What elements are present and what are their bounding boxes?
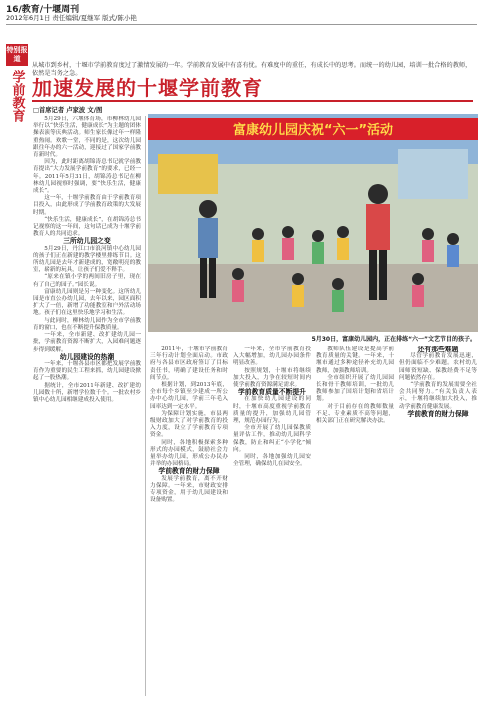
paragraph: 全市组织开展了幼儿园园长和骨干教师培训，一批幼儿教师参加了国培计划和省培计划。: [316, 374, 394, 403]
paragraph: 据统计，全市2011年新建、改扩建幼儿园数十所，新增学位数千个。一批农村乡镇中心幼儿园相继建成投入使用。: [33, 382, 141, 403]
paragraph: 同时，各地加强幼儿园安全管理，确保幼儿在园安全。: [233, 454, 311, 468]
column-2: [150, 346, 228, 696]
photo-banner-text: 富康幼儿园庆祝“六一”活动: [232, 123, 394, 138]
paragraph: 对于目前存在的教师数量不足、专业素质不高等问题，相关部门正在研究解决办法。: [316, 403, 394, 425]
section-sidebar: [6, 44, 28, 164]
paragraph: 5月29日，丹江口市浪河镇中心幼儿园的孩子们正在新建的教学楼里排练节目。这所幼儿园是去年才新建成的，宽敞明亮的教室，崭新的玩具，让孩子们爱不释手。: [33, 245, 141, 274]
section-vertical-title: 学前教育: [9, 70, 25, 122]
article-photo: [148, 114, 478, 332]
subheading: 学前教育的财力保障: [158, 467, 220, 476]
article-title: 加速发展的十堰学前教育: [32, 76, 263, 100]
page-header: [6, 2, 477, 25]
subheading: 学前教育的财力保障: [407, 409, 469, 418]
paragraph: 一年来，全市学前教育投入大幅增加，幼儿园办园条件明显改善。: [233, 346, 311, 367]
paragraph: 教师队伍建设是提高学前教育质量的关键。一年来，十堰市通过多种途径补充幼儿园教师，加强教师培训。: [316, 346, 394, 374]
column-4: [316, 346, 394, 696]
paragraph: 2011年，十堰市学前教育三年行动计划全面启动。市政府与各县市区政府签订了目标责任书，明确了建设任务和时间节点。: [150, 346, 228, 381]
column-1: [33, 116, 141, 696]
paragraph: 发展学前教育，离不开财力保障。一年来，市财政安排专项资金，用于幼儿园建设和设备购置。: [150, 475, 228, 504]
subheading: 学前教育质量不断提升: [238, 388, 306, 397]
special-report-badge: 特别报道: [6, 44, 28, 66]
page-number: 16/教育/十堰周刊: [6, 5, 80, 15]
paragraph: “学前教育的发展需要全社会共同努力。”有关负责人表示，十堰将继续加大投入，推动学前教育健康发展。: [399, 382, 477, 410]
column-5: [399, 346, 477, 696]
paragraph: 尽管学前教育发展迅速，但仍面临不少难题。农村幼儿园师资短缺、保教经费不足等问题依然存在。: [399, 353, 477, 381]
photo-illustration: [148, 114, 478, 332]
subheading: 还有那些难题: [417, 346, 459, 353]
paragraph: 在加快幼儿园建设的同时，十堰市高度重视学前教育质量的提升，加强幼儿园管理，规范办园行为。: [233, 396, 311, 425]
photo-caption: 5月30日，富康幼儿园内，正在排练“六一”文艺节目的孩子。: [311, 336, 476, 343]
paragraph: 根据计划，到2013年底，全市每个乡镇至少建成一所公办中心幼儿园，学前三年毛入园率达到一定水平。: [150, 382, 228, 410]
paragraph: 5月29日，六堰体育场，市柳林幼儿园举行以“快乐生活，健康成长”为主题的团体操表演等庆典活动。师生家长像过年一样隆重热闹。欢歌一堂，不同的是，这次幼儿园跟往年办的六一活动，迎接过了国家学前教育新时代。: [33, 116, 141, 159]
paragraph: “原来在镇小学的两间旧房子里，现在有了自己的园子。”园长说。: [33, 274, 141, 288]
paragraph: 一年来，全市新建、改扩建幼儿园一批，学前教育资源不断扩大，入园难问题逐步得到缓解。: [33, 332, 141, 353]
subheading: 三所幼儿园之变: [63, 237, 111, 246]
paragraph: 全市开展了幼儿园保教质量评估工作，推动幼儿园科学保教，防止和纠正“小学化”倾向。: [233, 425, 311, 453]
title-rule: [32, 100, 473, 102]
paragraph: 按照规划，十堰市将继续加大投入，力争在较短时间内使学前教育资源满足需求。: [233, 367, 311, 389]
paragraph: 一年来，十堰各县市区都把发展学前教育作为重要的民生工程来抓，幼儿园建设掀起了一股热潮。: [33, 360, 141, 382]
paragraph: 这一年，十堰学前教育由于学前教育项目投入，由此形成了学前教育政策的大发展时期。: [33, 195, 141, 216]
paragraph: 同时，各地积极探索多种形式的办园模式，鼓励社会力量举办幼儿园，形成公办民办并举的办园格局。: [150, 439, 228, 468]
paragraph: 为保障计划实施，市县两级财政加大了对学前教育的投入力度，设立了学前教育专项资金。: [150, 410, 228, 439]
subheading: 幼儿园建设的热潮: [59, 352, 115, 361]
column-divider: [145, 116, 146, 696]
byline: □首席记者 卢家波 文/图: [33, 107, 103, 114]
lead-paragraph: 从城市到乡村，十堰市学前教育度过了激情发展的一年。学前教育发展中有喜有忧。有难度中的重任，有成长中的思考。而统一的幼儿园，培训一批合格的教师，依然是当务之急。: [32, 62, 472, 77]
paragraph: 与此同时，柳林幼儿园作为全市学前教育的窗口，也在不断提升保教质量。: [33, 317, 141, 331]
paragraph: 因为，此时距离胡锦涛总书记就学前教育提出“大力发展学前教育”的要求，已经一年。2011年5月31日，胡锦涛总书记在柳林幼儿园视察时强调，要“快乐生活，健康成长”。: [33, 159, 141, 195]
paragraph: “快乐生活，健康成长”，在胡锦涛总书记视察的这一年间，这句话已成为十堰学前教育人的共同追求。: [33, 216, 141, 238]
paragraph: 富康幼儿园则是另一种变化。这所幼儿园是市直公办幼儿园，去年以来，园区面积扩大了一倍，新增了功能教室和户外活动场地。孩子们在这里快乐地学习和生活。: [33, 288, 141, 317]
date-line: 2012年6月1日 责任编辑/夏继军 版式/陈小艳: [6, 14, 137, 22]
column-3: [233, 346, 311, 696]
